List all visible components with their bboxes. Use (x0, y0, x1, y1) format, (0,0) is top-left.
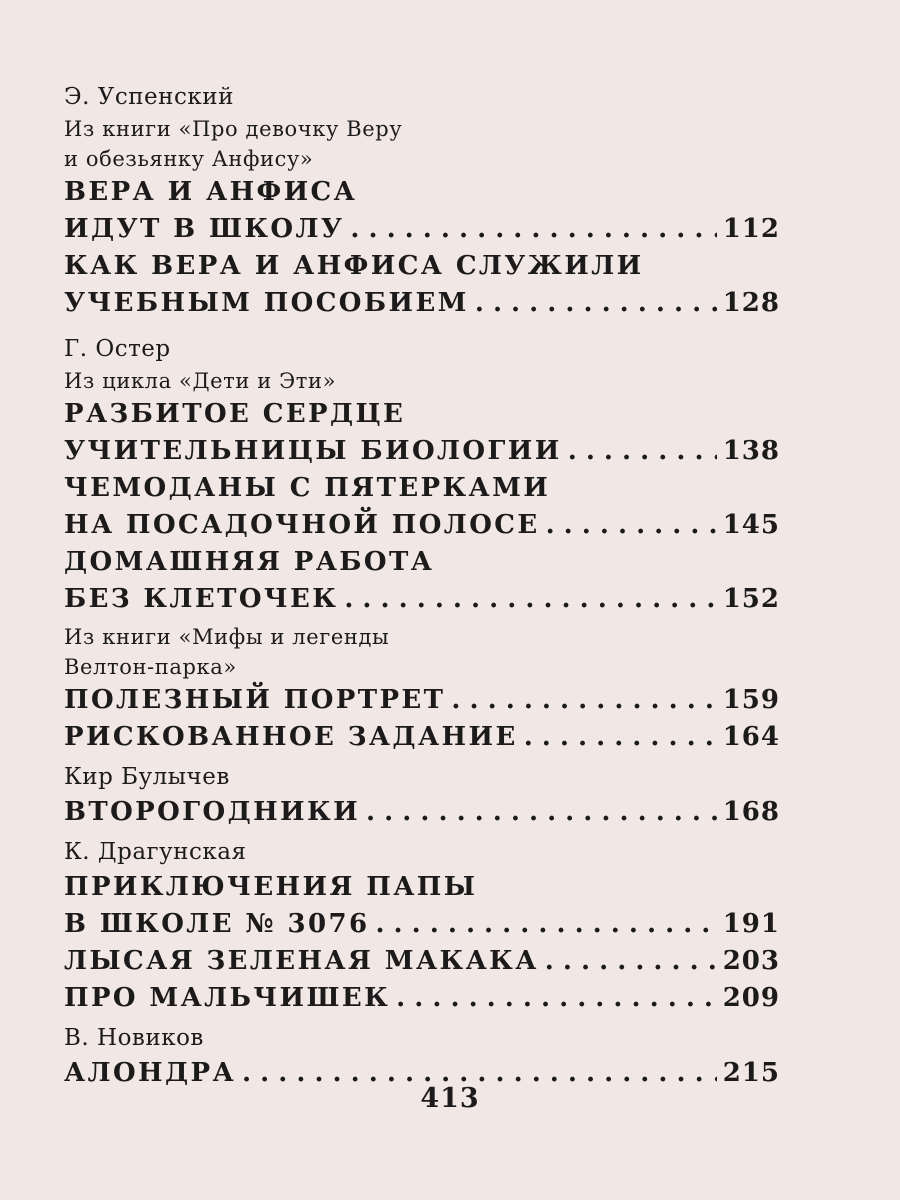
toc-entry[interactable] (64, 943, 780, 980)
dot-leader (344, 581, 716, 618)
toc-entry[interactable] (64, 285, 780, 322)
page-ref: 191 (722, 909, 780, 939)
dot-leader (396, 980, 717, 1017)
author-name: В. Новиков (64, 1025, 204, 1051)
toc-entry[interactable] (64, 719, 780, 756)
dot-leader (375, 906, 716, 943)
page-ref: 164 (722, 722, 780, 752)
author-name: К. Драгунская (64, 839, 247, 865)
toc-entry[interactable] (64, 794, 780, 831)
story-title: РАЗБИТОЕ СЕРДЦЕ (64, 399, 406, 429)
story-title: ЧЕМОДАНЫ С ПЯТЕРКАМИ (64, 473, 551, 503)
story-title: УЧЕБНЫМ ПОСОБИЕМ (64, 288, 469, 318)
collection-subtitle: Из книги «Мифы и легенды (64, 625, 390, 649)
toc-entry[interactable] (64, 433, 780, 470)
story-title: ВТОРОГОДНИКИ (64, 797, 361, 827)
story-title: АЛОНДРА (64, 1058, 237, 1088)
page-ref: 215 (722, 1058, 780, 1088)
collection-subtitle: Из цикла «Дети и Эти» (64, 369, 337, 393)
page-ref: 159 (722, 685, 780, 715)
story-title: ПРИКЛЮЧЕНИЯ ПАПЫ (64, 872, 478, 902)
dot-leader (475, 285, 717, 322)
toc-entry[interactable] (64, 906, 780, 943)
story-title: УЧИТЕЛЬНИЦЫ БИОЛОГИИ (64, 436, 562, 466)
collection-subtitle: Из книги «Про девочку Веру (64, 117, 403, 141)
story-title: РИСКОВАННОЕ ЗАДАНИЕ (64, 722, 518, 752)
dot-leader (546, 507, 717, 544)
page-ref: 203 (722, 946, 780, 976)
dot-leader (451, 682, 716, 719)
page-ref: 152 (722, 584, 780, 614)
page-ref: 138 (722, 436, 780, 466)
collection-subtitle: и обезьянку Анфису» (64, 147, 314, 171)
story-title: НА ПОСАДОЧНОЙ ПОЛОСЕ (64, 510, 540, 540)
toc-entry[interactable] (64, 581, 780, 618)
toc-entry[interactable] (64, 682, 780, 719)
dot-leader (524, 719, 717, 756)
collection-subtitle: Велтон-парка» (64, 655, 237, 679)
dot-leader (545, 943, 717, 980)
story-title: ПРО МАЛЬЧИШЕК (64, 983, 391, 1013)
toc-entry[interactable] (64, 507, 780, 544)
story-title: В ШКОЛЕ № 3076 (64, 909, 370, 939)
author-name: Кир Булычев (64, 764, 230, 790)
toc-entry[interactable] (64, 211, 780, 248)
story-title: КАК ВЕРА И АНФИСА СЛУЖИЛИ (64, 251, 644, 281)
story-title: ВЕРА И АНФИСА (64, 177, 358, 207)
author-name: Г. Остер (64, 336, 171, 362)
story-title: ЛЫСАЯ ЗЕЛЕНАЯ МАКАКА (64, 946, 539, 976)
page-ref: 128 (722, 288, 780, 318)
page-number: 413 (420, 1083, 480, 1114)
story-title: ПОЛЕЗНЫЙ ПОРТРЕТ (64, 685, 446, 715)
table-of-contents (64, 80, 780, 1092)
dot-leader (366, 794, 717, 831)
story-title: ДОМАШНЯЯ РАБОТА (64, 547, 435, 577)
page-ref: 145 (722, 510, 780, 540)
story-title: БЕЗ КЛЕТОЧЕК (64, 584, 339, 614)
author-name: Э. Успенский (64, 84, 234, 110)
toc-entry[interactable] (64, 980, 780, 1017)
dot-leader (568, 433, 717, 470)
story-title: ИДУТ В ШКОЛУ (64, 214, 345, 244)
dot-leader (350, 211, 716, 248)
page-ref: 168 (722, 797, 780, 827)
page-ref: 209 (722, 983, 780, 1013)
page-ref: 112 (722, 214, 780, 244)
